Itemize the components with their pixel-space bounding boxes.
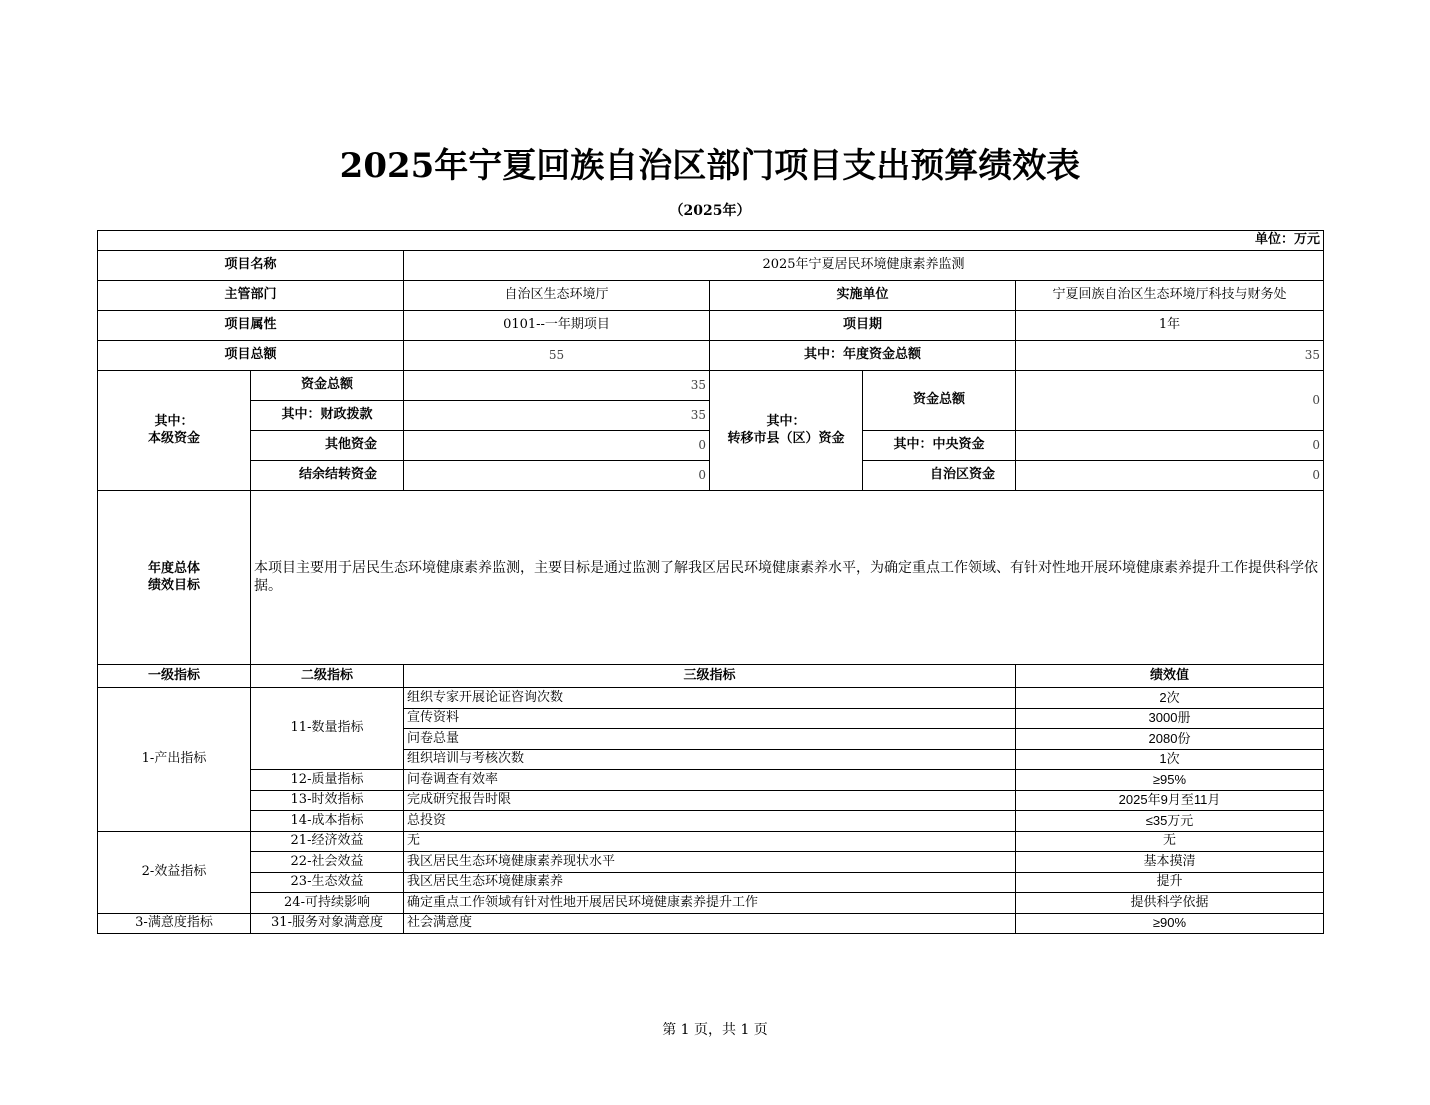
transfer-funds-row-value: 0 bbox=[1016, 371, 1324, 431]
benefit-level2: 22-社会效益 bbox=[251, 852, 404, 873]
table-row bbox=[98, 790, 1324, 811]
table-row bbox=[98, 893, 1324, 914]
transfer-funds-label-line1: 其中： bbox=[766, 414, 806, 430]
project-name-label: 项目名称 bbox=[98, 251, 404, 281]
value-cell: ≥90% bbox=[1016, 913, 1324, 934]
annual-goal-text: 本项目主要用于居民生态环境健康素养监测，主要目标是通过监测了解我区居民环境健康素养水平，为确定重点工作领域、有针对性地开展环境健康素养提升工作提供科学依据。 bbox=[251, 491, 1324, 665]
total-label: 项目总额 bbox=[98, 341, 404, 371]
attr-row bbox=[98, 311, 1324, 341]
local-funds-row-value: 35 bbox=[404, 401, 710, 431]
local-funds-row-label: 资金总额 bbox=[251, 371, 404, 401]
period-value: 1年 bbox=[1016, 311, 1324, 341]
quantity-level2: 11-数量指标 bbox=[251, 688, 404, 770]
table-row bbox=[98, 913, 1324, 934]
level3-cell: 问卷总量 bbox=[404, 729, 1016, 750]
table-row bbox=[98, 831, 1324, 852]
project-name-value: 2025年宁夏居民环境健康素养监测 bbox=[404, 251, 1324, 281]
local-funds-row-label: 其他资金 bbox=[251, 431, 404, 461]
transfer-funds-label-line2: 转移市县（区）资金 bbox=[727, 430, 845, 446]
benefit-level2: 21-经济效益 bbox=[251, 831, 404, 852]
annual-total-value: 35 bbox=[1016, 341, 1324, 371]
period-label: 项目期 bbox=[710, 311, 1016, 341]
satisfaction-level1: 3-满意度指标 bbox=[98, 913, 251, 934]
level3-cell: 无 bbox=[404, 831, 1016, 852]
impl-label: 实施单位 bbox=[710, 281, 1016, 311]
dept-label: 主管部门 bbox=[98, 281, 404, 311]
annual-goal-row bbox=[98, 491, 1324, 665]
local-funds-row-label: 结余结转资金 bbox=[251, 461, 404, 491]
level3-cell: 组织专家开展论证咨询次数 bbox=[404, 688, 1016, 709]
page-footer: 第 1 页，共 1 页 bbox=[662, 1022, 768, 1038]
unit-row bbox=[98, 231, 1324, 251]
transfer-funds-row-value: 0 bbox=[1016, 431, 1324, 461]
annual-goal-label-line2: 绩效目标 bbox=[147, 577, 200, 593]
level3-cell: 问卷调查有效率 bbox=[404, 770, 1016, 791]
local-funds-row-label: 其中：财政拨款 bbox=[251, 401, 404, 431]
attr-value: 0101--一年期项目 bbox=[404, 311, 710, 341]
impl-value: 宁夏回族自治区生态环境厅科技与财务处 bbox=[1016, 281, 1324, 311]
level3-cell: 宣传资料 bbox=[404, 708, 1016, 729]
annual-total-label: 其中：年度资金总额 bbox=[710, 341, 1016, 371]
total-row bbox=[98, 341, 1324, 371]
annual-goal-label-line1: 年度总体 bbox=[147, 561, 200, 577]
value-cell: 2025年9月至11月 bbox=[1016, 790, 1324, 811]
satisfaction-level2: 31-服务对象满意度 bbox=[251, 913, 404, 934]
unit-label: 单位：万元 bbox=[98, 231, 1324, 251]
table-row bbox=[98, 852, 1324, 873]
transfer-funds-row-label: 自治区资金 bbox=[863, 461, 1016, 491]
project-name-row bbox=[98, 251, 1324, 281]
benefit-level1: 2-效益指标 bbox=[98, 831, 251, 913]
value-cell: 3000册 bbox=[1016, 708, 1324, 729]
local-funds-label bbox=[98, 371, 251, 491]
level3-cell: 总投资 bbox=[404, 811, 1016, 832]
transfer-funds-row-value: 0 bbox=[1016, 461, 1324, 491]
transfer-funds-row-label: 资金总额 bbox=[863, 371, 1016, 431]
funds-row-1 bbox=[98, 371, 1324, 401]
value-cell: 无 bbox=[1016, 831, 1324, 852]
value-cell: 基本摸清 bbox=[1016, 852, 1324, 873]
page-subtitle: （2025年） bbox=[669, 203, 751, 219]
dept-value: 自治区生态环境厅 bbox=[404, 281, 710, 311]
header-level3: 三级指标 bbox=[404, 665, 1016, 688]
timeliness-level2: 13-时效指标 bbox=[251, 790, 404, 811]
attr-label: 项目属性 bbox=[98, 311, 404, 341]
table-row bbox=[98, 770, 1324, 791]
page-title: 2025年宁夏回族自治区部门项目支出预算绩效表 bbox=[339, 146, 1081, 186]
value-cell: 提升 bbox=[1016, 872, 1324, 893]
value-cell: 提供科学依据 bbox=[1016, 893, 1324, 914]
local-funds-row-value: 0 bbox=[404, 461, 710, 491]
value-cell: 2次 bbox=[1016, 688, 1324, 709]
header-value: 绩效值 bbox=[1016, 665, 1324, 688]
indicator-header-row bbox=[98, 665, 1324, 688]
benefit-level2: 23-生态效益 bbox=[251, 872, 404, 893]
transfer-funds-label bbox=[710, 371, 863, 491]
level3-cell: 我区居民生态环境健康素养 bbox=[404, 872, 1016, 893]
value-cell: 2080份 bbox=[1016, 729, 1324, 750]
dept-row bbox=[98, 281, 1324, 311]
level3-cell: 确定重点工作领域有针对性地开展居民环境健康素养提升工作 bbox=[404, 893, 1016, 914]
level3-cell: 社会满意度 bbox=[404, 913, 1016, 934]
level3-cell: 组织培训与考核次数 bbox=[404, 749, 1016, 770]
table-row bbox=[98, 811, 1324, 832]
value-cell: 1次 bbox=[1016, 749, 1324, 770]
total-value: 55 bbox=[404, 341, 710, 371]
transfer-funds-row-label: 其中：中央资金 bbox=[863, 431, 1016, 461]
value-cell: ≤35万元 bbox=[1016, 811, 1324, 832]
level3-cell: 我区居民生态环境健康素养现状水平 bbox=[404, 852, 1016, 873]
local-funds-row-value: 35 bbox=[404, 371, 710, 401]
performance-table bbox=[97, 230, 1324, 934]
header-level1: 一级指标 bbox=[98, 665, 251, 688]
table-row bbox=[98, 688, 1324, 709]
local-funds-label-line1: 其中： bbox=[154, 414, 194, 430]
local-funds-label-line2: 本级资金 bbox=[147, 430, 200, 446]
header-level2: 二级指标 bbox=[251, 665, 404, 688]
level3-cell: 完成研究报告时限 bbox=[404, 790, 1016, 811]
benefit-level2: 24-可持续影响 bbox=[251, 893, 404, 914]
cost-level2: 14-成本指标 bbox=[251, 811, 404, 832]
local-funds-row-value: 0 bbox=[404, 431, 710, 461]
table-row bbox=[98, 872, 1324, 893]
value-cell: ≥95% bbox=[1016, 770, 1324, 791]
output-level1: 1-产出指标 bbox=[98, 688, 251, 832]
annual-goal-label bbox=[98, 491, 251, 665]
quality-level2: 12-质量指标 bbox=[251, 770, 404, 791]
